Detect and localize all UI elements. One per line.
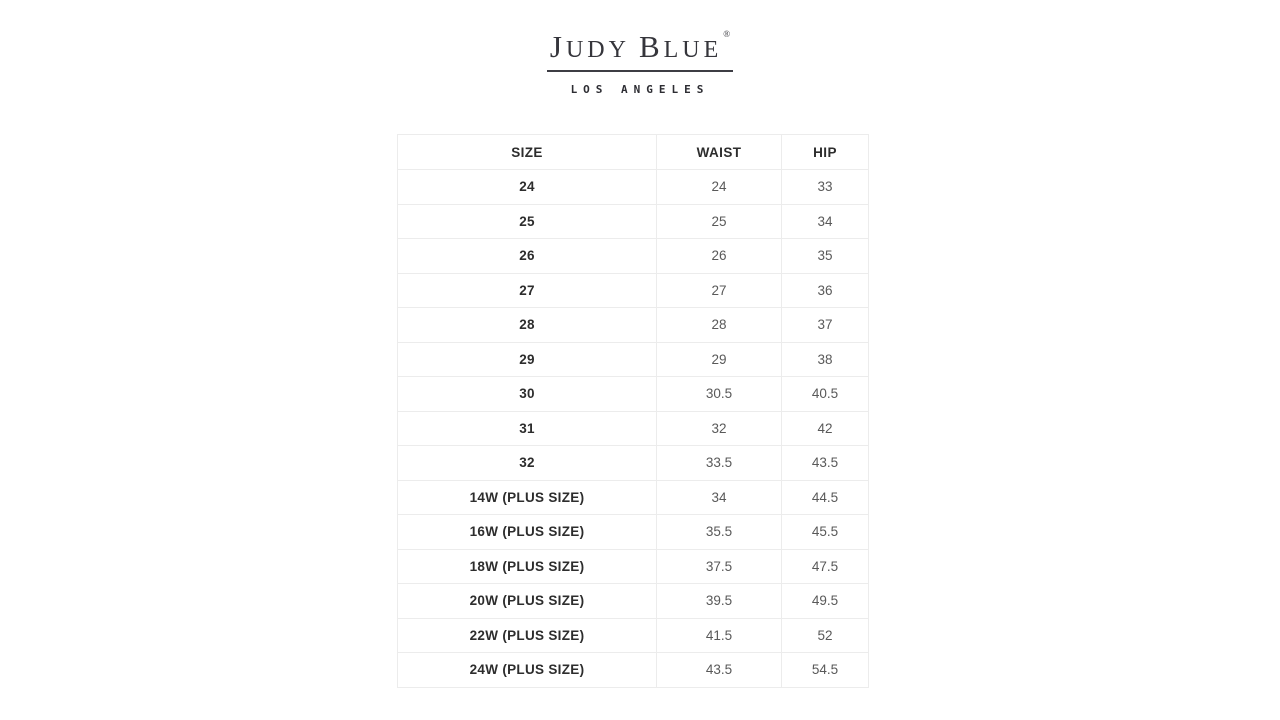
- table-row: [398, 480, 869, 515]
- cell-hip: 52: [782, 618, 869, 653]
- cell-size: 16W (PLUS SIZE): [398, 515, 657, 550]
- cell-hip: 54.5: [782, 653, 869, 688]
- cell-hip: 47.5: [782, 549, 869, 584]
- cell-hip: 33: [782, 170, 869, 205]
- cell-size: 29: [398, 342, 657, 377]
- cell-waist: 34: [657, 480, 782, 515]
- brand-name: [0, 30, 1280, 62]
- cell-hip: 35: [782, 239, 869, 274]
- size-chart-table: [397, 134, 869, 688]
- header-row: [398, 135, 869, 170]
- registered-trademark-symbol: ®: [723, 29, 731, 39]
- table-row: [398, 618, 869, 653]
- cell-size: 25: [398, 204, 657, 239]
- cell-size: 24W (PLUS SIZE): [398, 653, 657, 688]
- table-row: [398, 342, 869, 377]
- table-row: [398, 584, 869, 619]
- cell-waist: 25: [657, 204, 782, 239]
- cell-waist: 33.5: [657, 446, 782, 481]
- table-row: [398, 515, 869, 550]
- table-row: [398, 239, 869, 274]
- cell-hip: 49.5: [782, 584, 869, 619]
- cell-waist: 35.5: [657, 515, 782, 550]
- cell-waist: 26: [657, 239, 782, 274]
- table-row: [398, 377, 869, 412]
- cell-size: 28: [398, 308, 657, 343]
- cell-size: 18W (PLUS SIZE): [398, 549, 657, 584]
- cell-waist: 37.5: [657, 549, 782, 584]
- table-row: [398, 170, 869, 205]
- cell-hip: 37: [782, 308, 869, 343]
- cell-size: 24: [398, 170, 657, 205]
- cell-hip: 42: [782, 411, 869, 446]
- cell-hip: 36: [782, 273, 869, 308]
- size-chart-body: [398, 170, 869, 688]
- cell-size: 27: [398, 273, 657, 308]
- cell-hip: 40.5: [782, 377, 869, 412]
- cell-waist: 30.5: [657, 377, 782, 412]
- brand-subtitle: LOS ANGELES: [570, 83, 710, 96]
- cell-waist: 39.5: [657, 584, 782, 619]
- table-row: [398, 204, 869, 239]
- cell-size: 14W (PLUS SIZE): [398, 480, 657, 515]
- cell-waist: 41.5: [657, 618, 782, 653]
- table-row: [398, 653, 869, 688]
- cell-waist: 29: [657, 342, 782, 377]
- cell-hip: 34: [782, 204, 869, 239]
- cell-waist: 27: [657, 273, 782, 308]
- table-row: [398, 308, 869, 343]
- cell-hip: 43.5: [782, 446, 869, 481]
- logo-divider: [547, 70, 733, 72]
- column-header-waist: WAIST: [657, 135, 782, 170]
- table-row: [398, 273, 869, 308]
- cell-size: 31: [398, 411, 657, 446]
- cell-size: 22W (PLUS SIZE): [398, 618, 657, 653]
- cell-size: 26: [398, 239, 657, 274]
- table-row: [398, 411, 869, 446]
- brand-word2-rest: LUE: [663, 37, 723, 63]
- cell-waist: 43.5: [657, 653, 782, 688]
- cell-hip: 38: [782, 342, 869, 377]
- cell-waist: 32: [657, 411, 782, 446]
- cell-hip: 45.5: [782, 515, 869, 550]
- cell-waist: 28: [657, 308, 782, 343]
- brand-word2-initial: B: [638, 29, 664, 64]
- column-header-hip: HIP: [782, 135, 869, 170]
- column-header-size: SIZE: [398, 135, 657, 170]
- brand-logo: [0, 30, 1280, 96]
- table-row: [398, 549, 869, 584]
- cell-waist: 24: [657, 170, 782, 205]
- cell-hip: 44.5: [782, 480, 869, 515]
- cell-size: 20W (PLUS SIZE): [398, 584, 657, 619]
- table-row: [398, 446, 869, 481]
- brand-word1-rest: UDY: [565, 37, 630, 63]
- cell-size: 32: [398, 446, 657, 481]
- cell-size: 30: [398, 377, 657, 412]
- brand-word1-initial: J: [549, 29, 566, 64]
